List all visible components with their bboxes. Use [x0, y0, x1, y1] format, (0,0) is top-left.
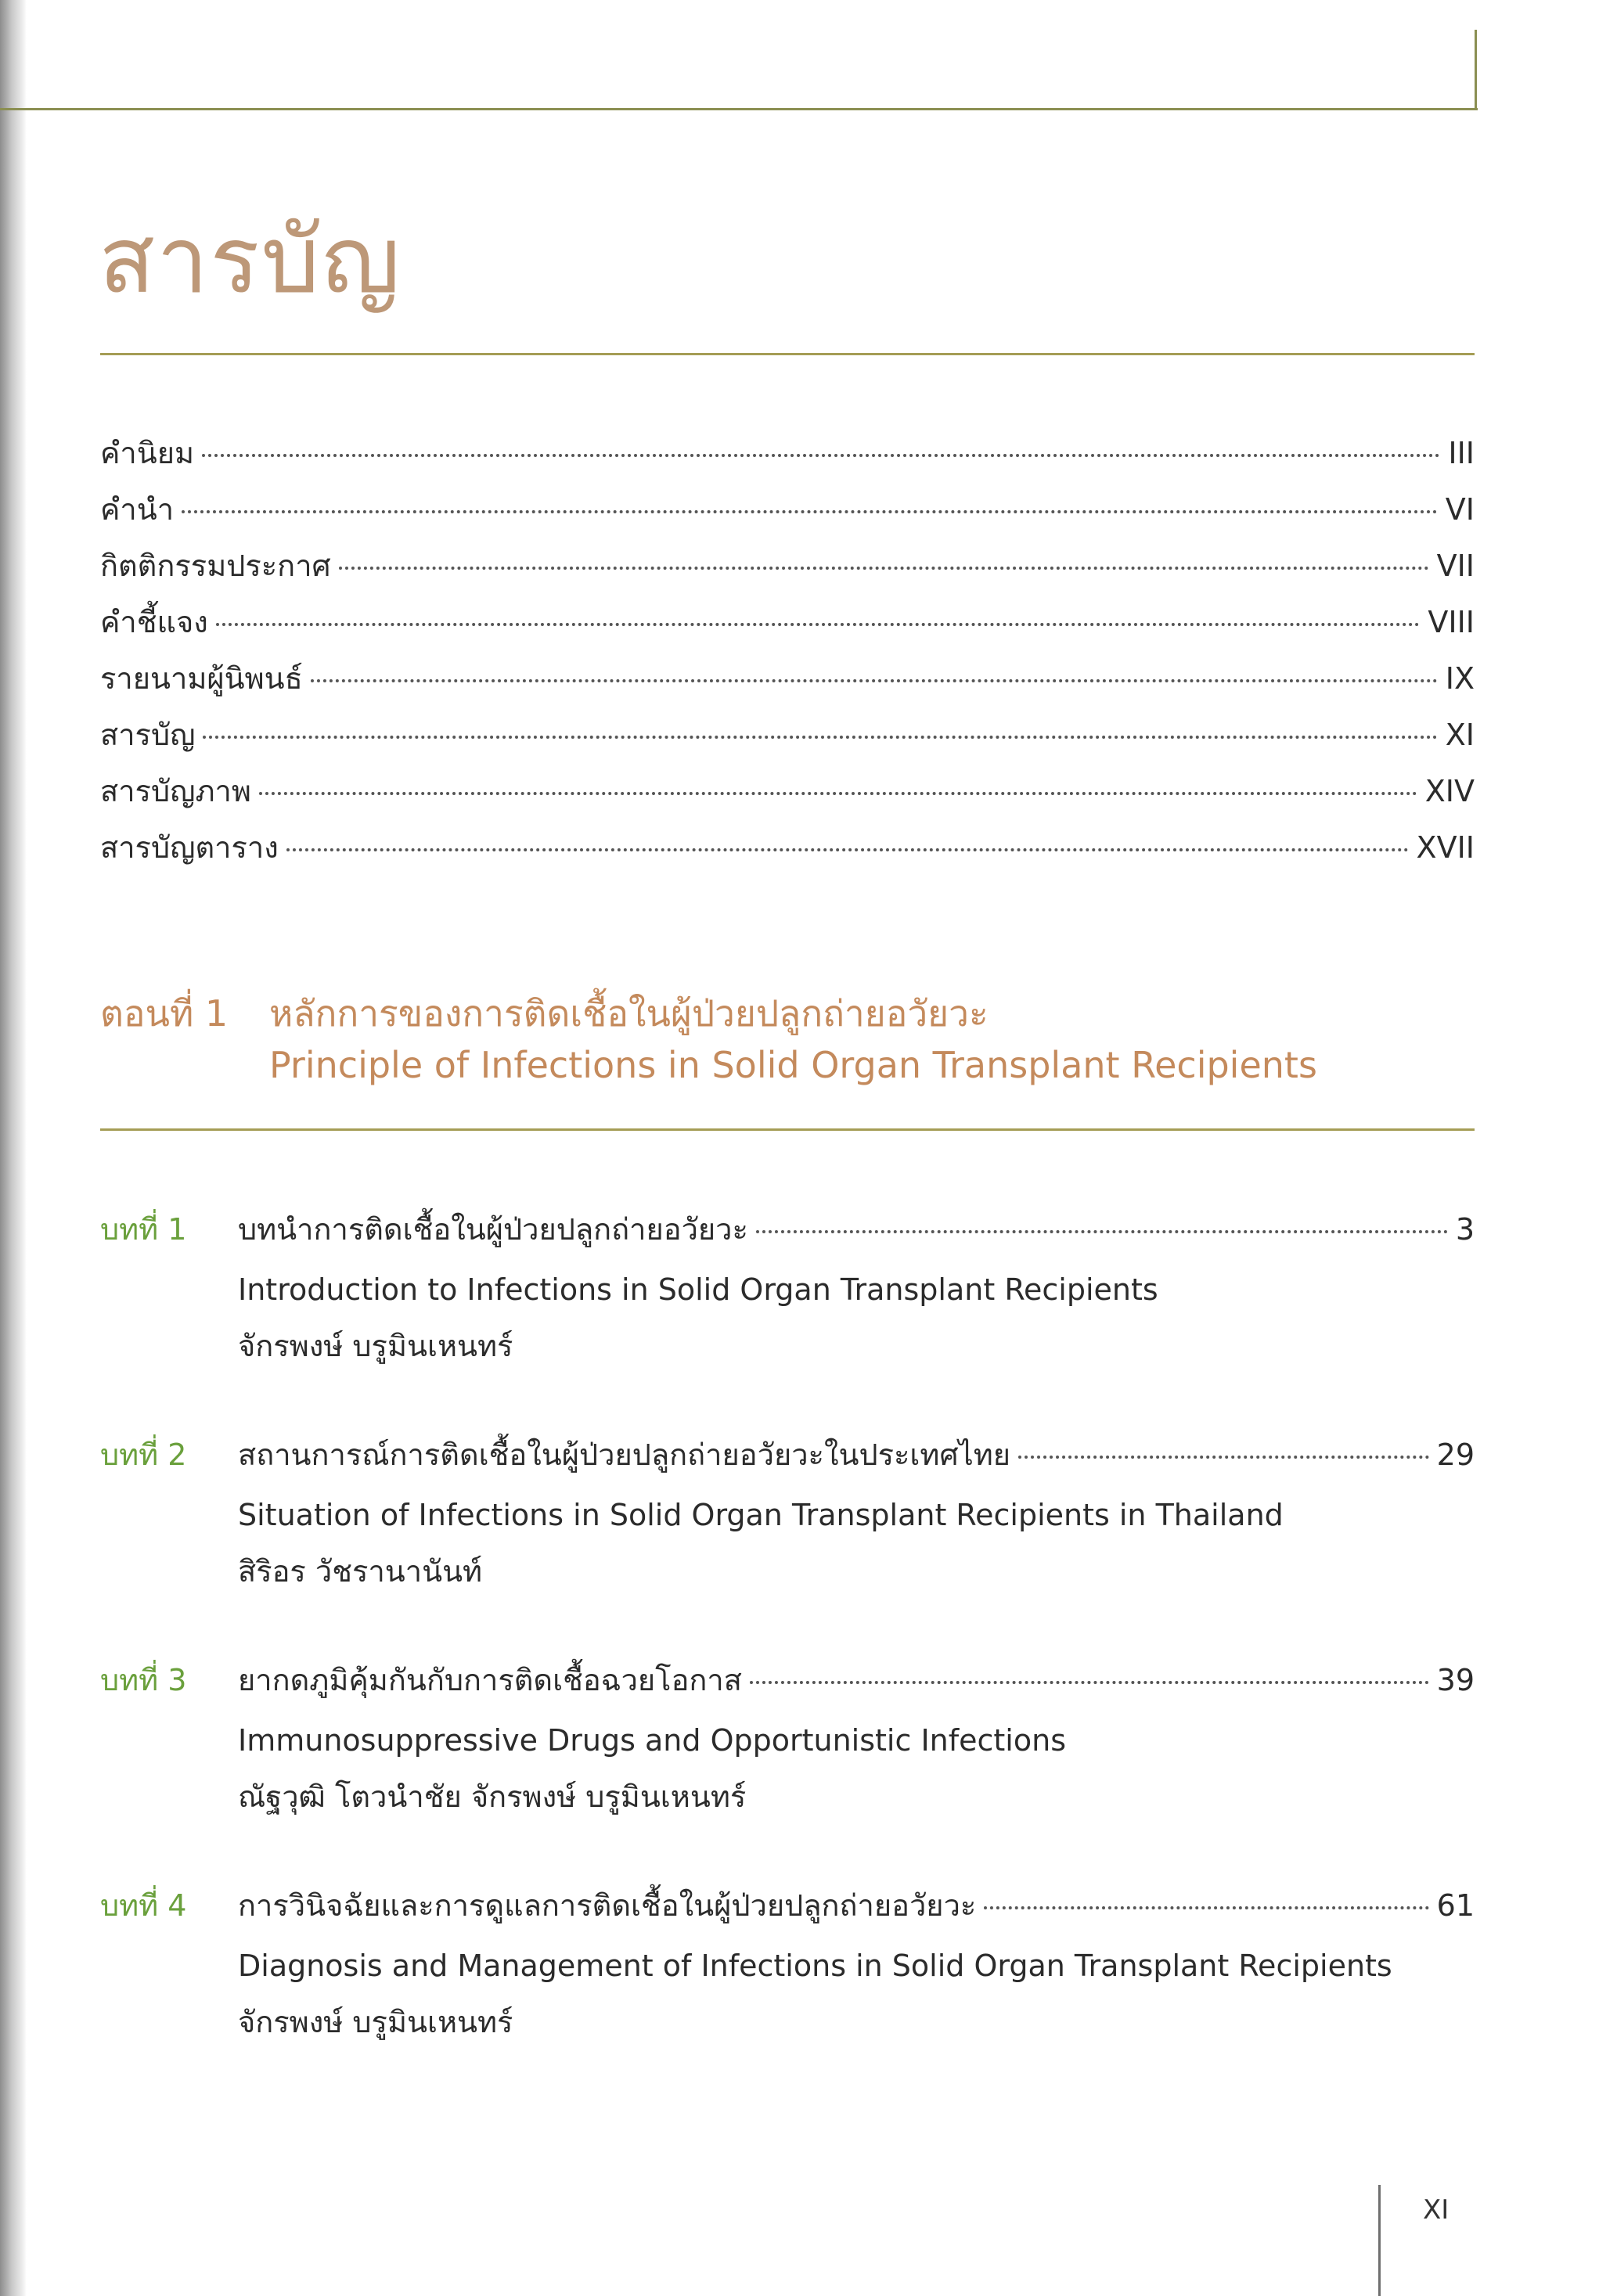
chapter-label: บทที่ 3 [100, 1663, 187, 1697]
toc-entry-page: XVII [1416, 830, 1475, 865]
chapter-label: บทที่ 2 [100, 1438, 187, 1472]
toc-entry[interactable] [100, 485, 1475, 542]
chapter-page: 3 [1455, 1212, 1475, 1247]
toc-entry-page: III [1448, 436, 1475, 470]
toc-entry-label: สารบัญตาราง [100, 830, 279, 865]
chapter-title-th: สถานการณ์การติดเชื้อในผู้ป่วยปลูกถ่ายอวัยวะในประเทศไทย [238, 1438, 1011, 1472]
chapter-page: 61 [1436, 1888, 1475, 1923]
chapter-label: บทที่ 1 [100, 1212, 187, 1247]
chapter-authors: สิริอร วัชรานานันท์ [238, 1554, 483, 1589]
chapter-authors: จักรพงษ์ บรูมินเหนทร์ [238, 2005, 513, 2039]
toc-entry[interactable] [100, 767, 1475, 823]
chapter-page: 39 [1436, 1663, 1475, 1697]
chapter-label: บทที่ 4 [100, 1888, 187, 1923]
dot-leader [286, 848, 1409, 851]
header-rule [0, 108, 1478, 110]
chapter-title-en: Immunosuppressive Drugs and Opportunistic Infections [238, 1723, 1066, 1758]
title-rule [100, 353, 1475, 355]
header-corner-rule [1475, 30, 1477, 110]
chapter-entry[interactable] [100, 1205, 1475, 1431]
toc-entry[interactable] [100, 429, 1475, 485]
toc-entry-page: IX [1445, 661, 1475, 696]
dot-leader [756, 1230, 1448, 1233]
chapter-page: 29 [1436, 1438, 1475, 1472]
toc-entry[interactable] [100, 823, 1475, 880]
toc-entry-page: VI [1445, 492, 1475, 527]
toc-entry-page: XI [1445, 718, 1475, 752]
page-number: XI [1423, 2194, 1450, 2226]
toc-entry-label: สารบัญ [100, 718, 196, 752]
toc-entry[interactable] [100, 711, 1475, 767]
part-title-th: หลักการของการติดเชื้อในผู้ป่วยปลูกถ่ายอวัยวะ [269, 992, 989, 1035]
toc-entry-page: VII [1436, 549, 1475, 583]
toc-entry-page: XIV [1424, 774, 1475, 808]
dot-leader [182, 510, 1438, 513]
dot-leader [1018, 1456, 1429, 1459]
dot-leader [216, 623, 1421, 626]
chapter-authors: ณัฐวุฒิ โตวนำชัย จักรพงษ์ บรูมินเหนทร์ [238, 1780, 747, 1814]
dot-leader [750, 1681, 1429, 1684]
toc-entry-label: สารบัญภาพ [100, 774, 251, 808]
chapter-title-en: Situation of Infections in Solid Organ Transplant Recipients in Thailand [238, 1498, 1284, 1532]
chapter-entry[interactable] [100, 1881, 1475, 2107]
toc-entry-page: VIII [1428, 605, 1475, 639]
dot-leader [259, 792, 1417, 795]
page-binding-shadow [0, 0, 27, 2296]
dot-leader [339, 567, 1429, 570]
chapter-title-th: บทนำการติดเชื้อในผู้ป่วยปลูกถ่ายอวัยวะ [238, 1212, 748, 1247]
toc-entry-label: รายนามผู้นิพนธ์ [100, 661, 303, 696]
part-rule [100, 1128, 1475, 1131]
toc-entry-label: คำนิยม [100, 436, 195, 470]
chapter-title-th: ยากดภูมิคุ้มกันกับการติดเชื้อฉวยโอกาส [238, 1663, 742, 1697]
toc-entry-label: คำนำ [100, 492, 175, 527]
dot-leader [202, 454, 1440, 457]
part-title-en: Principle of Infections in Solid Organ Transplant Recipients [269, 1044, 1317, 1086]
dot-leader [984, 1906, 1428, 1909]
toc-entry[interactable] [100, 654, 1475, 711]
chapter-title-th: การวินิจฉัยและการดูแลการติดเชื้อในผู้ป่วยปลูกถ่ายอวัยวะ [238, 1888, 977, 1923]
chapter-list [100, 1205, 1475, 2107]
toc-entry-label: คำชี้แจง [100, 605, 208, 639]
front-matter-list [100, 429, 1475, 880]
dot-leader [203, 736, 1437, 739]
toc-entry-label: กิตติกรรมประกาศ [100, 549, 331, 583]
chapter-title-en: Diagnosis and Management of Infections in Solid Organ Transplant Recipients [238, 1949, 1392, 1983]
chapter-title-en: Introduction to Infections in Solid Organ Transplant Recipients [238, 1272, 1158, 1307]
dot-leader [311, 679, 1438, 682]
part-heading [100, 988, 1475, 1091]
page-title: สารบัญ [99, 206, 402, 314]
footer-rule [1378, 2185, 1381, 2296]
chapter-entry[interactable] [100, 1431, 1475, 1656]
chapter-entry[interactable] [100, 1656, 1475, 1881]
toc-entry[interactable] [100, 542, 1475, 598]
part-label: ตอนที่ 1 [100, 992, 229, 1035]
toc-entry[interactable] [100, 598, 1475, 654]
chapter-authors: จักรพงษ์ บรูมินเหนทร์ [238, 1329, 513, 1363]
